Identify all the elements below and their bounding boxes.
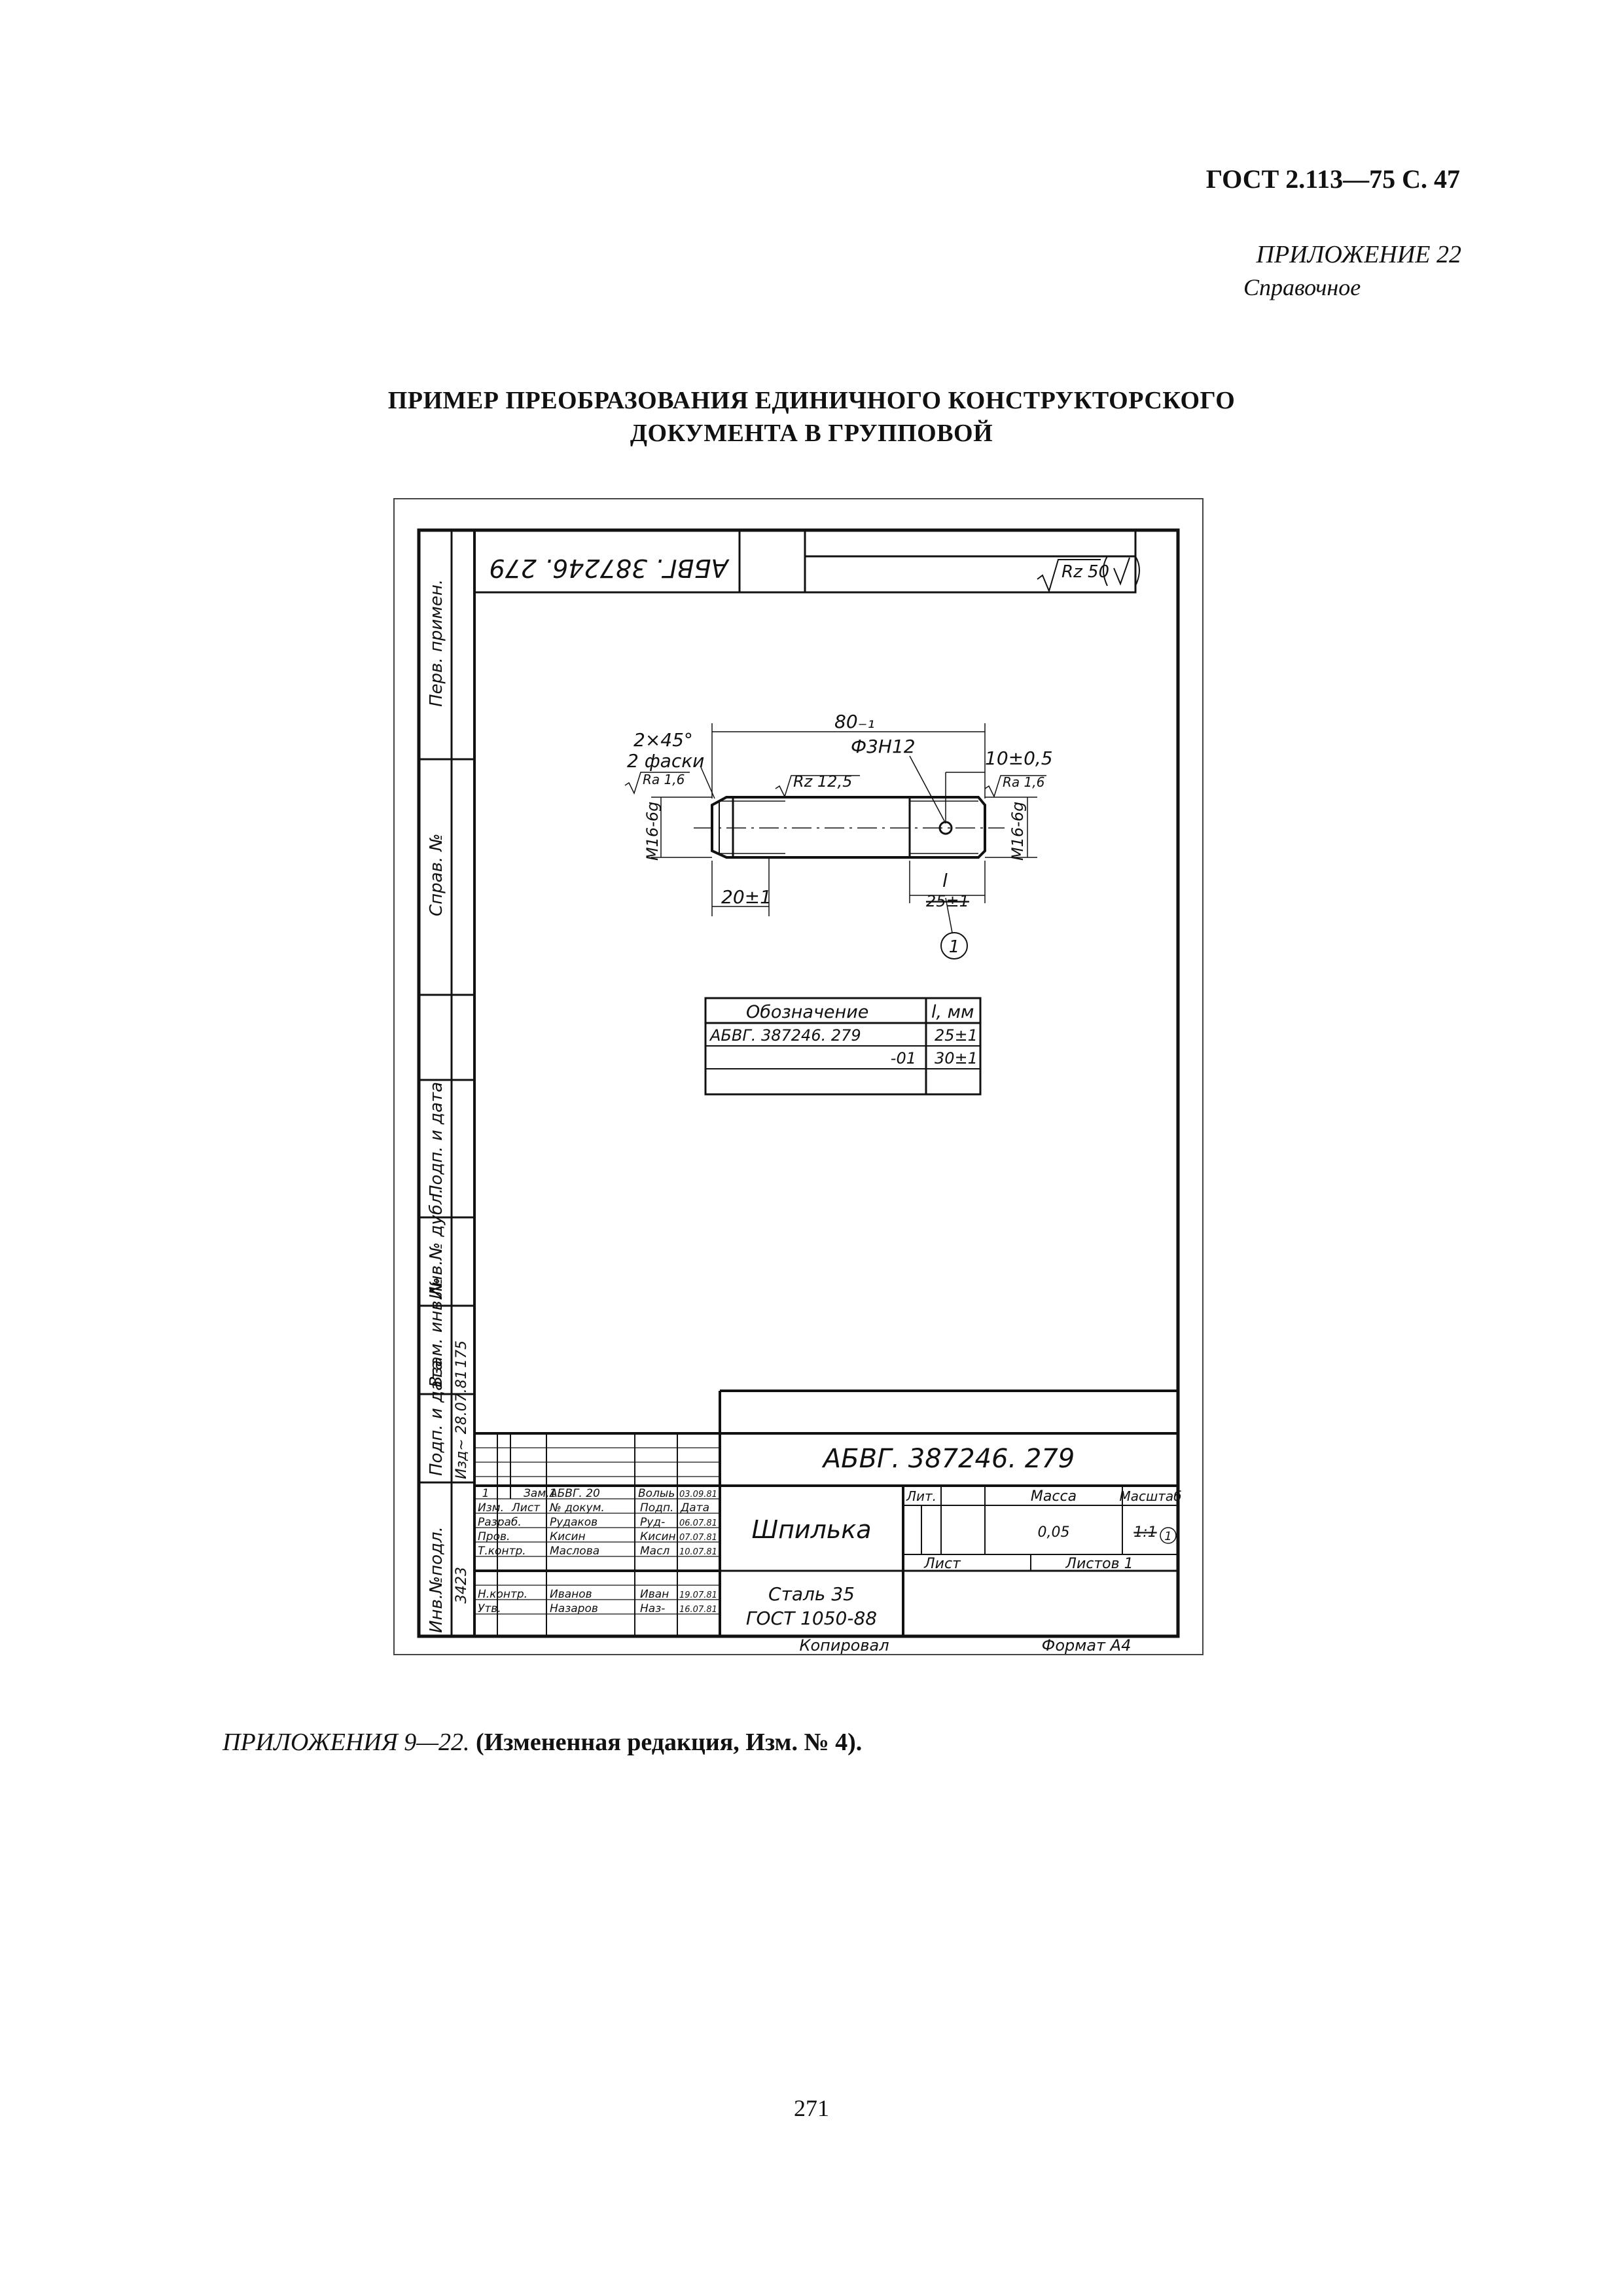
dim-thread-right: M16-6g xyxy=(1008,801,1027,861)
person-name: Назаров xyxy=(550,1602,598,1615)
roughness-rz-mid: Rz 12,5 xyxy=(793,772,853,791)
title-block-copied: Копировал xyxy=(799,1636,889,1655)
dim-left-thread-length: 20±1 xyxy=(721,886,772,908)
title-block-scale-callout: 1 xyxy=(1164,1530,1172,1543)
person-role: Н.контр. xyxy=(478,1588,528,1601)
roughness-ra-right: Ra 1,6 xyxy=(1003,774,1045,790)
change-list: Зам.1 xyxy=(524,1487,557,1500)
table-cell-r1-c1: АБВГ. 387246. 279 xyxy=(710,1026,861,1045)
title-block-mass: Масса xyxy=(1030,1488,1077,1505)
footnote-appendices: ПРИЛОЖЕНИЯ 9—22. xyxy=(223,1729,470,1756)
title-block-scale-value: 1:1 xyxy=(1133,1524,1157,1541)
person-date: 10.07.81 xyxy=(679,1547,717,1557)
header-date: Дата xyxy=(681,1501,710,1515)
footnote-edition: (Измененная редакция, Изм. № 4). xyxy=(476,1729,863,1756)
technical-drawing xyxy=(393,497,1204,1656)
side-label-perv-primen: Перв. примен. xyxy=(427,579,446,707)
table-header-designation: Обозначение xyxy=(746,1002,869,1022)
sheet-border xyxy=(394,499,1203,1655)
person-name: Иванов xyxy=(550,1588,592,1601)
page-title-line2: ДОКУМЕНТА В ГРУППОВОЙ xyxy=(630,420,993,447)
change-sign: Волыь xyxy=(638,1487,675,1500)
person-name: Кисин xyxy=(550,1530,586,1543)
side-label-podp-data-1: Подп. и дата xyxy=(427,1081,446,1198)
variants-table xyxy=(705,998,980,1094)
side-label-inv-podl: Инв.№подл. xyxy=(427,1526,446,1633)
person-date: 07.07.81 xyxy=(679,1533,717,1543)
title-block-material-1: Сталь 35 xyxy=(768,1583,855,1605)
dim-length: 80₋₁ xyxy=(834,711,875,732)
table-cell-r2-c2: 30±1 xyxy=(935,1049,978,1067)
title-block-scale: Масштаб xyxy=(1119,1488,1182,1504)
dim-var-l: l xyxy=(942,870,948,891)
table-header-l: l, мм xyxy=(931,1002,974,1022)
top-designation-box xyxy=(474,530,1135,592)
title-block-sheets: Листов 1 xyxy=(1065,1556,1133,1572)
person-role: Т.контр. xyxy=(478,1545,526,1558)
person-sign: Руд- xyxy=(640,1516,666,1529)
table-cell-r1-c2: 25±1 xyxy=(935,1026,978,1045)
title-block-material-2: ГОСТ 1050-88 xyxy=(745,1607,878,1629)
side-value-vzam-inv: 175 xyxy=(454,1340,470,1368)
person-sign: Иван xyxy=(640,1588,669,1601)
header-izm: Изм. xyxy=(478,1501,504,1515)
stud-part xyxy=(694,797,1005,857)
general-roughness xyxy=(1037,556,1139,591)
title-block-name: Шпилька xyxy=(751,1515,872,1544)
title-block-mass-value: 0,05 xyxy=(1037,1524,1070,1541)
side-label-podp-data-2: Подп. и дата xyxy=(427,1359,446,1476)
change-doc: АБВГ. 20 xyxy=(550,1487,600,1500)
appendix-number: ПРИЛОЖЕНИЕ 22 xyxy=(1256,241,1461,268)
dim-thread-left: M16-6g xyxy=(643,801,662,861)
header-list: Лист xyxy=(512,1501,541,1515)
person-role: Пров. xyxy=(478,1530,510,1543)
header-sign: Подп. xyxy=(640,1501,674,1515)
person-sign: Кисин xyxy=(640,1530,676,1543)
side-label-inv-dubl: Инв.№ дубл. xyxy=(427,1188,446,1299)
side-value-inv-podl: 3423 xyxy=(454,1567,470,1604)
roughness-ra-left: Ra 1,6 xyxy=(643,772,685,787)
callout-1-number: 1 xyxy=(948,937,960,957)
appendix-kind: Справочное xyxy=(1243,274,1361,300)
side-label-sprav-no: Справ. № xyxy=(427,833,446,916)
side-value-podp-data: Изд~ 28.07.81 xyxy=(454,1370,470,1479)
page-number: 271 xyxy=(794,2095,829,2121)
title-block-designation: АБВГ. 387246. 279 xyxy=(823,1444,1075,1474)
person-date: 16.07.81 xyxy=(679,1605,717,1615)
dim-hole: Ф3Н12 xyxy=(851,736,916,757)
person-name: Рудаков xyxy=(550,1516,598,1529)
person-sign: Наз- xyxy=(640,1602,666,1615)
person-name: Маслова xyxy=(550,1545,600,1558)
person-date: 06.07.81 xyxy=(679,1518,717,1528)
table-cell-r2-c1: -01 xyxy=(890,1049,916,1067)
footnote xyxy=(223,1728,862,1757)
title-block-sheet: Лист xyxy=(924,1556,961,1572)
person-role: Утв. xyxy=(478,1602,501,1615)
gost-reference: ГОСТ 2.113—75 С. 47 xyxy=(1205,164,1460,194)
change-date: 03.09.81 xyxy=(679,1490,717,1499)
dim-var-l-struck: 25±1 xyxy=(926,892,969,910)
person-date: 19.07.81 xyxy=(679,1590,717,1600)
title-block-lit: Лит. xyxy=(906,1488,937,1504)
dim-hole-position: 10±0,5 xyxy=(985,747,1053,769)
person-sign: Масл xyxy=(640,1545,670,1558)
dim-chamfer-note: 2 фаски xyxy=(627,750,705,772)
header-doc: № докум. xyxy=(550,1501,605,1515)
dim-chamfer: 2×45° xyxy=(633,729,693,751)
callout-1 xyxy=(941,933,967,959)
top-designation-text: АБВГ. 387246. 279 xyxy=(489,554,728,583)
page-title-line1: ПРИМЕР ПРЕОБРАЗОВАНИЯ ЕДИНИЧНОГО КОНСТРУКТОРСКОГО xyxy=(387,387,1236,414)
roughness-general-label: Rz 50 xyxy=(1061,562,1110,582)
title-block-format: Формат А4 xyxy=(1041,1636,1132,1655)
change-izm: 1 xyxy=(482,1487,490,1500)
side-label-vzam-inv: Взам. инв.№ xyxy=(427,1277,446,1388)
person-role: Разраб. xyxy=(478,1516,522,1529)
